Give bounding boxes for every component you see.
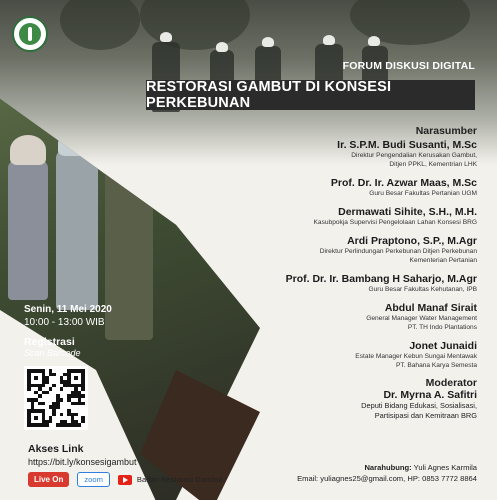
speaker-role: Guru Besar Fakultas Kehutanan, IPB (368, 286, 477, 293)
event-time: 10:00 - 13:00 WIB (24, 317, 105, 328)
registration-block (24, 336, 81, 358)
speaker-name: Prof. Dr. Ir. Azwar Maas, M.Sc (330, 177, 477, 189)
moderator-role: Deputi Bidang Edukasi, Sosialisasi, (361, 401, 477, 410)
speaker-role: Direktur Perlindungan Perkebunan Ditjen Perkebunan (319, 248, 477, 255)
worker-figure (8, 160, 48, 300)
speaker-name: Dermawati Sihite, S.H., M.H. (338, 206, 477, 218)
access-link-url[interactable]: https://bit.ly/konsesigambut (28, 457, 137, 467)
helmet-icon (216, 42, 228, 52)
qr-code-icon[interactable] (24, 366, 88, 430)
hat-shape (10, 135, 46, 165)
youtube-icon (118, 475, 132, 485)
speaker-name: Ardi Praptono, S.P., M.Agr (347, 235, 477, 247)
speaker-role: PT. Bahana Karya Semesta (395, 362, 477, 369)
channel-badges (28, 472, 222, 487)
helmet-icon (323, 35, 335, 45)
speaker-item (217, 139, 477, 169)
moderator-heading: Moderator (425, 377, 477, 389)
palm-tree-shape (60, 0, 140, 50)
qr-code-pattern (27, 369, 85, 427)
moderator-role: Partisipasi dan Kemitraan BRG (374, 411, 477, 420)
event-title: RESTORASI GAMBUT DI KONSESI PERKEBUNAN (146, 80, 475, 110)
speaker-name: Jonet Junaidi (409, 340, 477, 352)
registration-title: Registrasi (24, 336, 75, 348)
youtube-channel-label: Badan Restorasi Gambut (136, 475, 223, 484)
hat-shape (58, 130, 96, 156)
speaker-role: Estate Manager Kebun Sungai Mentawak (355, 353, 477, 360)
worker-figure (105, 160, 153, 340)
youtube-channel[interactable] (118, 475, 222, 485)
speaker-role: PT. TH Indo Plantations (407, 324, 477, 331)
access-link-title: Akses Link (28, 443, 84, 455)
event-date: Senin, 11 Mei 2020 (24, 304, 112, 315)
event-datetime (24, 304, 112, 328)
hat-shape (106, 140, 150, 174)
speaker-item (217, 340, 477, 370)
speaker-item (217, 273, 477, 294)
speakers-section (217, 125, 477, 421)
zoom-badge[interactable]: zoom (77, 472, 110, 487)
speaker-item (217, 302, 477, 332)
speakers-heading: Narasumber (415, 125, 477, 137)
live-on-badge: Live On (28, 472, 69, 487)
contact-person: Yuli Agnes Karmila (413, 463, 477, 472)
forum-label: FORUM DISKUSI DIGITAL (342, 60, 475, 72)
speaker-item (217, 235, 477, 265)
speaker-role: Direktur Pengendalian Kerusakan Gambut, (351, 152, 477, 159)
helmet-icon (160, 32, 172, 42)
speaker-role: Kasubpokja Supervisi Pengelolaan Lahan Konsesi BRG (313, 219, 477, 226)
speaker-name: Ir. S.P.M. Budi Susanti, M.Sc (337, 139, 477, 151)
worker-figure (56, 150, 98, 310)
speaker-name: Abdul Manaf Sirait (384, 302, 477, 314)
speaker-name: Prof. Dr. Ir. Bambang H Saharjo, M.Agr (285, 273, 477, 285)
speaker-role: Guru Besar Fakultas Pertanian UGM (369, 190, 477, 197)
contact-email-phone[interactable]: Email: yuliagnes25@gmail.com, HP: 0853 7772 8864 (297, 474, 477, 483)
speaker-role: General Manager Water Management (366, 315, 477, 322)
contact-label: Narahubung: (364, 463, 412, 472)
helmet-icon (262, 37, 274, 47)
speaker-role: Ditjen PPKL, Kementrian LHK (389, 161, 477, 168)
access-link-block (28, 443, 137, 467)
helmet-icon (368, 36, 380, 46)
brg-logo-icon (12, 16, 48, 52)
moderator-name: Dr. Myrna A. Safitri (383, 389, 477, 401)
speaker-item (217, 206, 477, 227)
registration-subtitle: Scan Barcode (24, 348, 81, 358)
speaker-item (217, 177, 477, 198)
speaker-role: Kementerian Pertanian (409, 257, 477, 264)
